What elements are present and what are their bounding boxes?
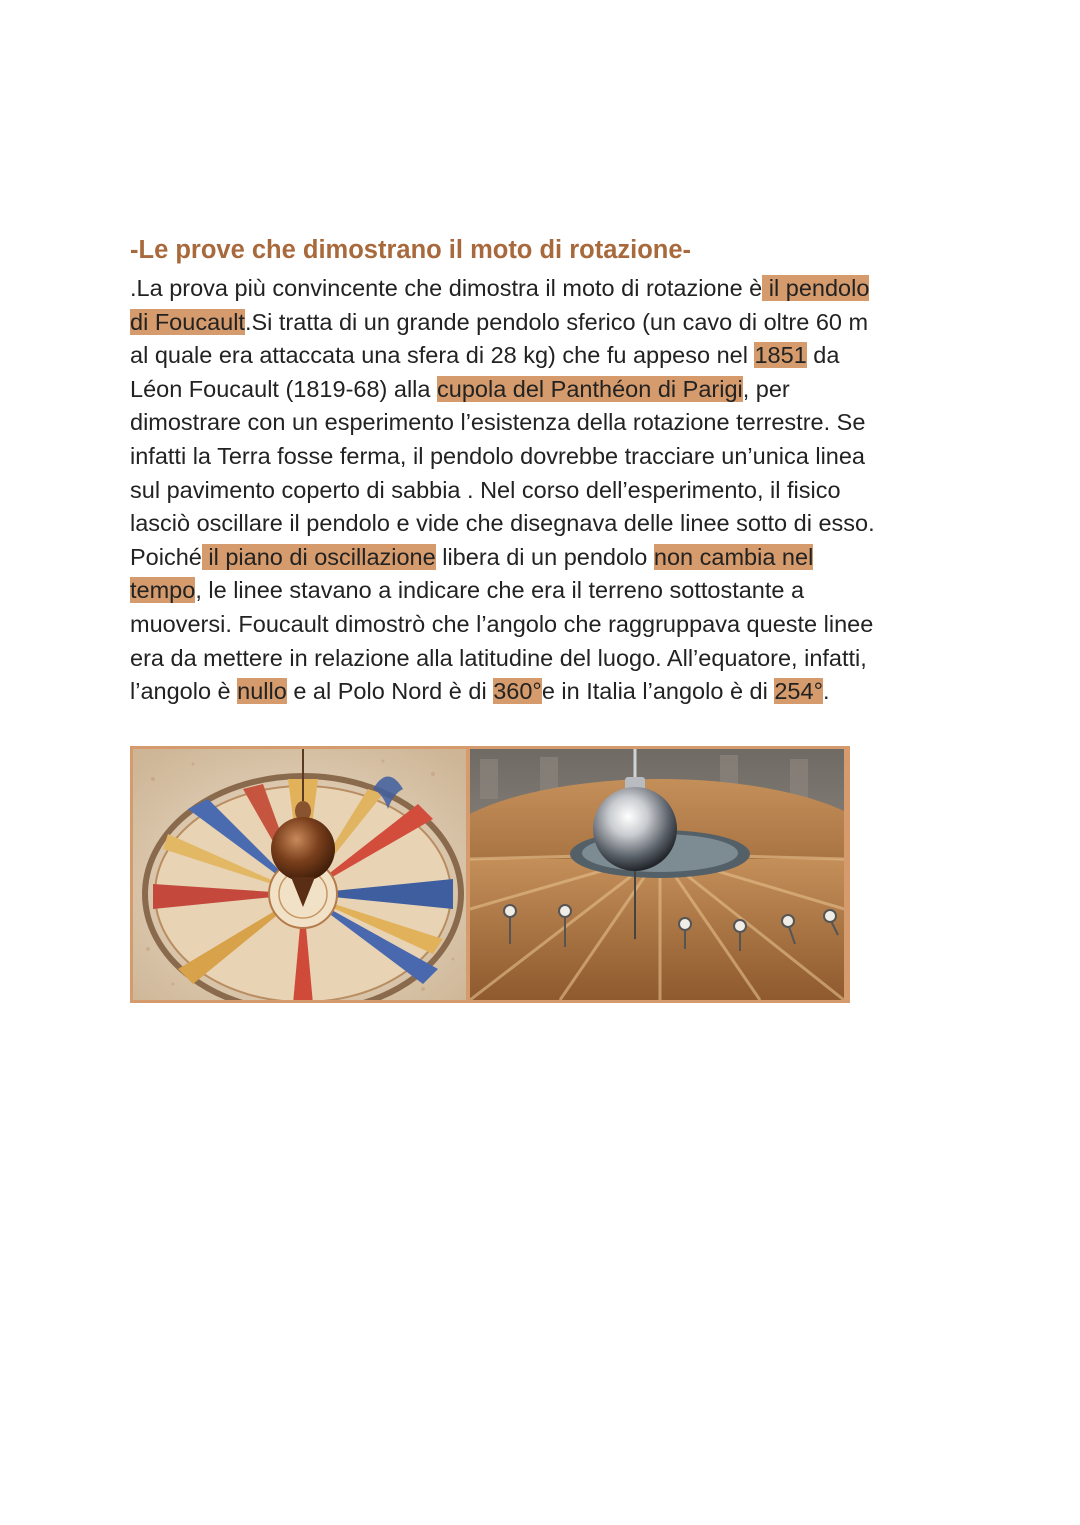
text-line	[130, 541, 950, 575]
text-segment: libera di un pendolo	[435, 543, 654, 570]
text-segment: .La prova più convincente che dimostra il moto di rotazione è	[130, 275, 763, 301]
text-line	[130, 608, 950, 642]
text-line	[130, 406, 950, 440]
highlighted-text: 254°	[774, 678, 823, 705]
text-segment: al quale era attaccata una sfera di 28 kg) che fu appeso nel	[130, 342, 755, 369]
text-line	[130, 642, 950, 676]
highlighted-text: cupola del Panthéon di Parigi	[437, 375, 743, 402]
highlighted-text: di Foucault	[130, 308, 245, 335]
text-segment: e in Italia l’angolo è di	[541, 678, 775, 705]
text-segment: Poiché	[130, 543, 202, 570]
highlighted-text: il pendolo	[762, 275, 870, 301]
text-segment: infatti la Terra fosse ferma, il pendolo dovrebbe tracciare un’unica linea	[130, 442, 866, 469]
text-segment: , per	[742, 375, 790, 402]
highlighted-text: il piano di oscillazione	[201, 543, 436, 570]
highlighted-text: tempo	[130, 577, 196, 604]
text-segment: muoversi. Foucault dimostrò che l’angolo che raggruppava queste linee	[130, 610, 874, 637]
highlighted-text: non cambia nel	[653, 543, 814, 570]
text-segment: lasciò oscillare il pendolo e vide che disegnava delle linee sotto di esso.	[130, 510, 875, 537]
highlighted-text: 1851	[754, 342, 807, 369]
text-line	[130, 675, 950, 709]
text-segment: Léon Foucault (1819-68) alla	[130, 375, 438, 402]
text-segment: .Si tratta di un grande pendolo sferico (un cavo di oltre 60 m	[244, 308, 869, 335]
section-heading: -Le prove che dimostrano il moto di rotazione-	[130, 236, 692, 264]
text-line	[130, 507, 950, 541]
text-segment: da	[806, 342, 840, 369]
text-line	[130, 373, 950, 407]
text-line	[130, 272, 950, 306]
text-segment: e al Polo Nord è di	[286, 678, 494, 705]
text-segment: dimostrare con un esperimento l’esistenza della rotazione terrestre. Se	[130, 409, 866, 436]
text-segment: era da mettere in relazione alla latitudine del luogo. All’equatore, infatti,	[130, 644, 867, 671]
text-line	[130, 440, 950, 474]
text-line	[130, 474, 950, 508]
text-line	[130, 306, 950, 340]
highlighted-text: 360°	[493, 678, 542, 705]
text-line	[130, 574, 950, 608]
pendulum-over-compass-rose-photo	[133, 749, 466, 1000]
text-segment: , le linee stavano a indicare che era il terreno sottostante a	[195, 577, 805, 604]
photo-strip	[130, 746, 850, 1003]
steel-pendulum-sphere-photo	[470, 749, 844, 1000]
highlighted-text: nullo	[237, 678, 287, 705]
text-segment: .	[822, 678, 830, 705]
text-segment: l’angolo è	[130, 678, 238, 705]
body-paragraph	[130, 272, 950, 709]
text-segment: sul pavimento coperto di sabbia . Nel corso dell’esperimento, il fisico	[130, 476, 841, 503]
text-line	[130, 339, 950, 373]
